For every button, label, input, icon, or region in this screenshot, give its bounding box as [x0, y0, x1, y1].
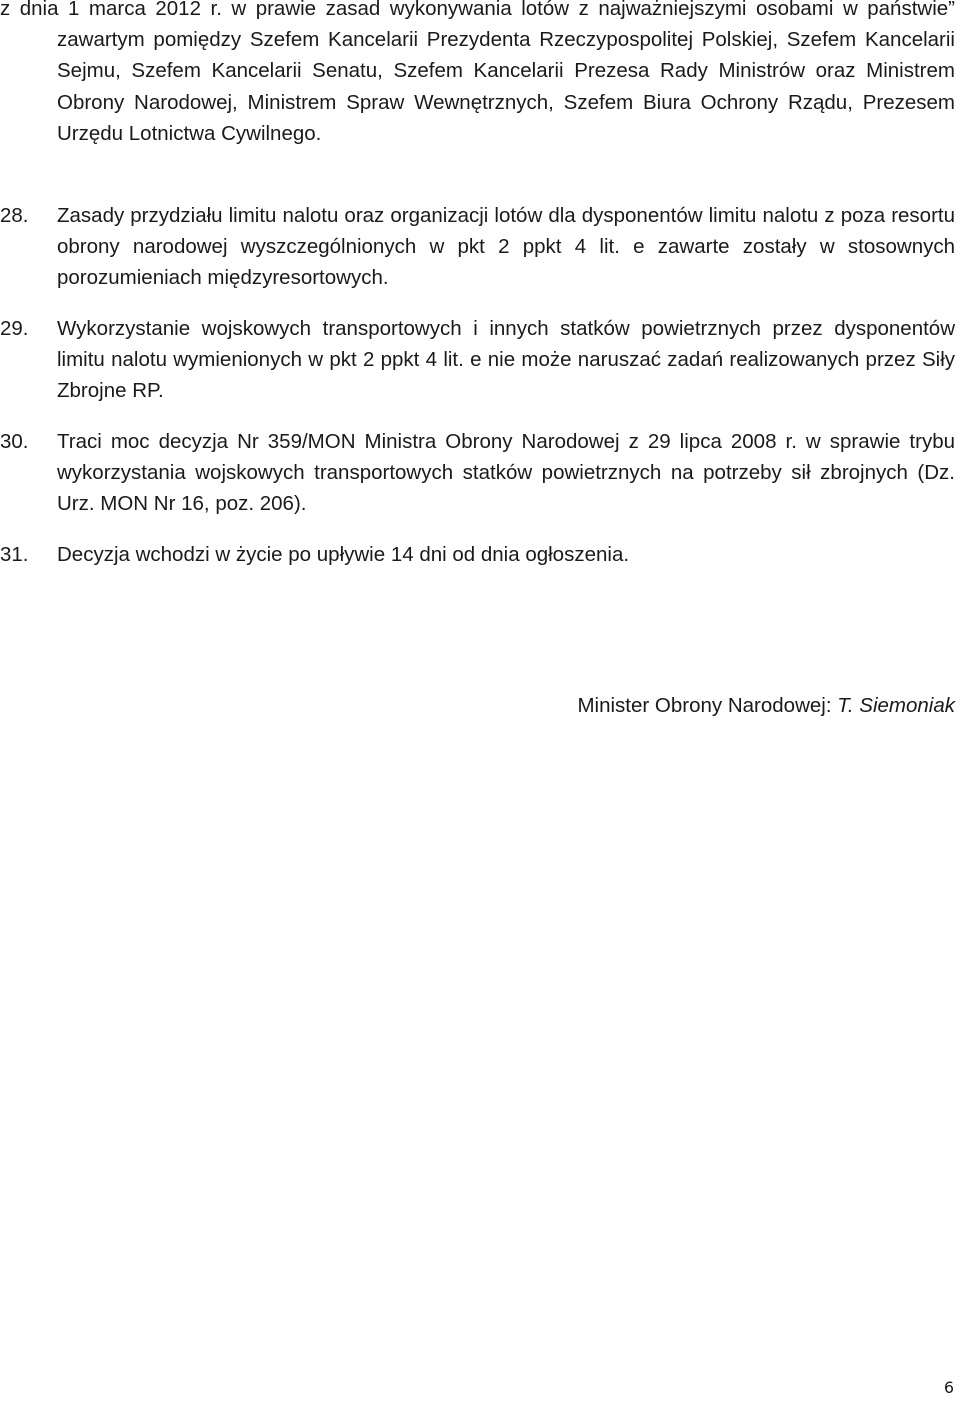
item-text: Zasady przydziału limitu nalotu oraz organizacji lotów dla dysponentów limitu nalotu z poza resortu obrony narodowej wyszczególnionych w pkt 2 ppkt 4 lit. e zawarte zostały w stosownych porozumieniach międzyresortowych.	[57, 204, 955, 290]
item-number: 28.	[0, 204, 29, 227]
item-text: Traci moc decyzja Nr 359/MON Ministra Obrony Narodowej z 29 lipca 2008 r. w sprawie trybu wykorzystania wojskowych transportowych statków powietrznych na potrzeby sił zbrojnych (Dz. Urz. MON Nr 16, poz. 206).	[57, 430, 955, 516]
page-number: 6	[943, 1378, 954, 1397]
signature-label: Minister Obrony Narodowej:	[577, 694, 832, 717]
item-text: Decyzja wchodzi w życie po upływie 14 dni od dnia ogłoszenia.	[57, 543, 630, 566]
signature-name: T. Siemoniak	[837, 694, 955, 717]
intro-paragraph	[0, 0, 955, 149]
intro-text: z dnia 1 marca 2012 r. w prawie zasad wykonywania lotów z najważniejszymi osobami w państwie” zawartym pomiędzy Szefem Kancelarii Prezydenta Rzeczypospolitej Polskiej, Szefem Kancelarii Sejmu, Szefem Kancelarii Senatu, Szefem Kancelarii Prezesa Rady Ministrów oraz Ministrem Obrony Narodowej, Ministrem Spraw Wewnętrznych, Szefem Biura Ochrony Rządu, Prezesem Urzędu Lotnictwa Cywilnego.	[0, 0, 955, 145]
item-text: Wykorzystanie wojskowych transportowych i innych statków powietrznych przez dysponentów limitu nalotu wymienionych w pkt 2 ppkt 4 lit. e nie może naruszać zadań realizowanych przez Siły Zbrojne RP.	[57, 317, 955, 403]
item-number: 29.	[0, 317, 29, 340]
item-number: 30.	[0, 430, 29, 453]
item-number: 31.	[0, 543, 29, 566]
signature-block	[577, 690, 955, 721]
